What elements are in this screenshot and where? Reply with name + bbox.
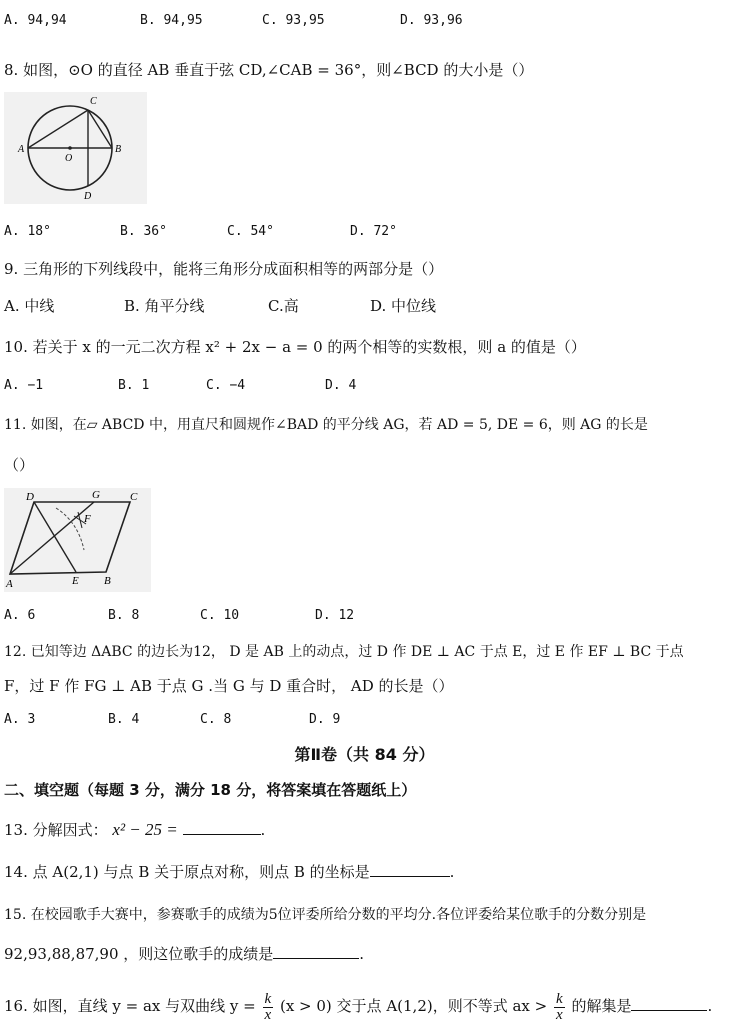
q12-text-line1: 12. 已知等边 ΔABC 的边长为12， D 是 AB 上的动点，过 D 作 DE ⊥ AC 于点 E，过 E 作 EF ⊥ BC 于点 — [4, 644, 684, 660]
q16-part2: (x > 0) 交于点 A(1,2)，则不等式 ax > — [279, 997, 548, 1015]
q8-label-b: B — [115, 144, 122, 155]
q9-option-c: C.高 — [268, 297, 299, 315]
q8-option-a: A. 18° — [4, 224, 51, 239]
q12-option-c: C. 8 — [200, 712, 232, 727]
q8-option-d: D. 72° — [350, 224, 397, 239]
q16-frac2-num: k — [556, 990, 563, 1007]
q11-label-g: G — [92, 489, 100, 501]
q16 — [4, 990, 712, 1023]
q8-figure-circle — [4, 92, 147, 204]
q11-label-d: D — [26, 491, 34, 503]
q15-line2 — [4, 944, 364, 964]
q11-parallelogram-diagram — [4, 488, 151, 592]
q15-answer-blank[interactable] — [273, 944, 359, 959]
q11-option-d: D. 12 — [315, 608, 355, 623]
q11-option-c: C. 10 — [200, 608, 240, 623]
q12-text-line2: F，过 F 作 FG ⊥ AB 于点 G .当 G 与 D 重合时， AD 的长是（） — [4, 677, 454, 695]
q11-label-e: E — [72, 575, 79, 587]
q16-frac1-den: x — [264, 1006, 272, 1023]
q15-text-line1: 15. 在校园歌手大赛中，参赛歌手的成绩为5位评委所给分数的平均分.各位评委给某位歌手的分数分别是 — [4, 907, 647, 923]
q13-answer-blank[interactable] — [183, 820, 261, 835]
part-two-heading: 二、填空题（每题 3 分，满分 18 分，将答案填在答题纸上） — [4, 781, 417, 799]
q8-option-c: C. 54° — [227, 224, 274, 239]
q7-option-a: A. 94,94 — [4, 13, 67, 28]
q10-option-c: C. −4 — [206, 378, 246, 393]
q12-option-a: A. 3 — [4, 712, 36, 727]
q7-option-b: B. 94,95 — [140, 13, 203, 28]
q8-label-o: O — [65, 153, 73, 164]
q10-option-b: B. 1 — [118, 378, 150, 393]
q16-answer-blank[interactable] — [631, 996, 707, 1011]
section-title: 第Ⅱ卷（共 84 分） — [294, 745, 435, 764]
q7-option-c: C. 93,95 — [262, 13, 325, 28]
q16-fraction-1 — [263, 992, 274, 1023]
q9-text: 9. 三角形的下列线段中，能将三角形分成面积相等的两部分是（） — [4, 260, 444, 278]
q7-option-d: D. 93,96 — [400, 13, 463, 28]
q11-label-b: B — [104, 575, 111, 587]
q13-suffix: . — [260, 821, 266, 839]
q8-text: 8. 如图，⊙O 的直径 AB 垂直于弦 CD,∠CAB = 36°，则∠BCD 的大小是（） — [4, 61, 534, 79]
q11-text-line2: （） — [4, 456, 35, 474]
q10-option-a: A. −1 — [4, 378, 44, 393]
q11-label-c: C — [130, 491, 138, 503]
q9-option-d: D. 中位线 — [370, 297, 437, 315]
q14-answer-blank[interactable] — [370, 862, 450, 877]
q15-text-line2: 92,93,88,87,90 ，则这位歌手的成绩是 — [4, 945, 274, 963]
q13 — [4, 820, 265, 840]
q8-label-d: D — [84, 191, 92, 202]
q11-figure-parallelogram — [4, 488, 151, 592]
q14 — [4, 862, 454, 882]
q16-part1: 16. 如图，直线 y = ax 与双曲线 y = — [4, 997, 256, 1015]
q16-frac2-den: x — [556, 1006, 563, 1023]
q10-text: 10. 若关于 x 的一元二次方程 x² + 2x − a = 0 的两个相等的实数根，则 a 的值是（） — [4, 338, 586, 356]
q15-suffix: . — [359, 945, 365, 963]
q9-option-b: B. 角平分线 — [124, 297, 205, 315]
q16-frac1-num: k — [264, 990, 272, 1007]
q8-label-c: C — [90, 96, 97, 107]
q11-label-f: F — [84, 513, 91, 525]
q13-expression: x² − 25 = — [112, 820, 178, 839]
q8-label-a: A — [18, 144, 25, 155]
q10-option-d: D. 4 — [325, 378, 357, 393]
q9-option-a: A. 中线 — [4, 297, 55, 315]
q11-text-line1: 11. 如图，在▱ ABCD 中，用直尺和圆规作∠BAD 的平分线 AG，若 AD = 5, DE = 6，则 AG 的长是 — [4, 417, 648, 433]
q11-label-a: A — [6, 578, 13, 590]
q8-circle-diagram — [4, 92, 147, 204]
q13-prefix: 13. 分解因式： — [4, 821, 108, 839]
q14-text: 14. 点 A(2,1) 与点 B 关于原点对称，则点 B 的坐标是 — [4, 863, 370, 881]
q12-option-d: D. 9 — [309, 712, 341, 727]
q16-suffix: . — [707, 997, 713, 1015]
q16-fraction-2 — [554, 992, 565, 1023]
q14-suffix: . — [449, 863, 455, 881]
q12-option-b: B. 4 — [108, 712, 140, 727]
q11-option-a: A. 6 — [4, 608, 36, 623]
q11-option-b: B. 8 — [108, 608, 140, 623]
q8-option-b: B. 36° — [120, 224, 167, 239]
q16-part3: 的解集是 — [571, 997, 632, 1015]
